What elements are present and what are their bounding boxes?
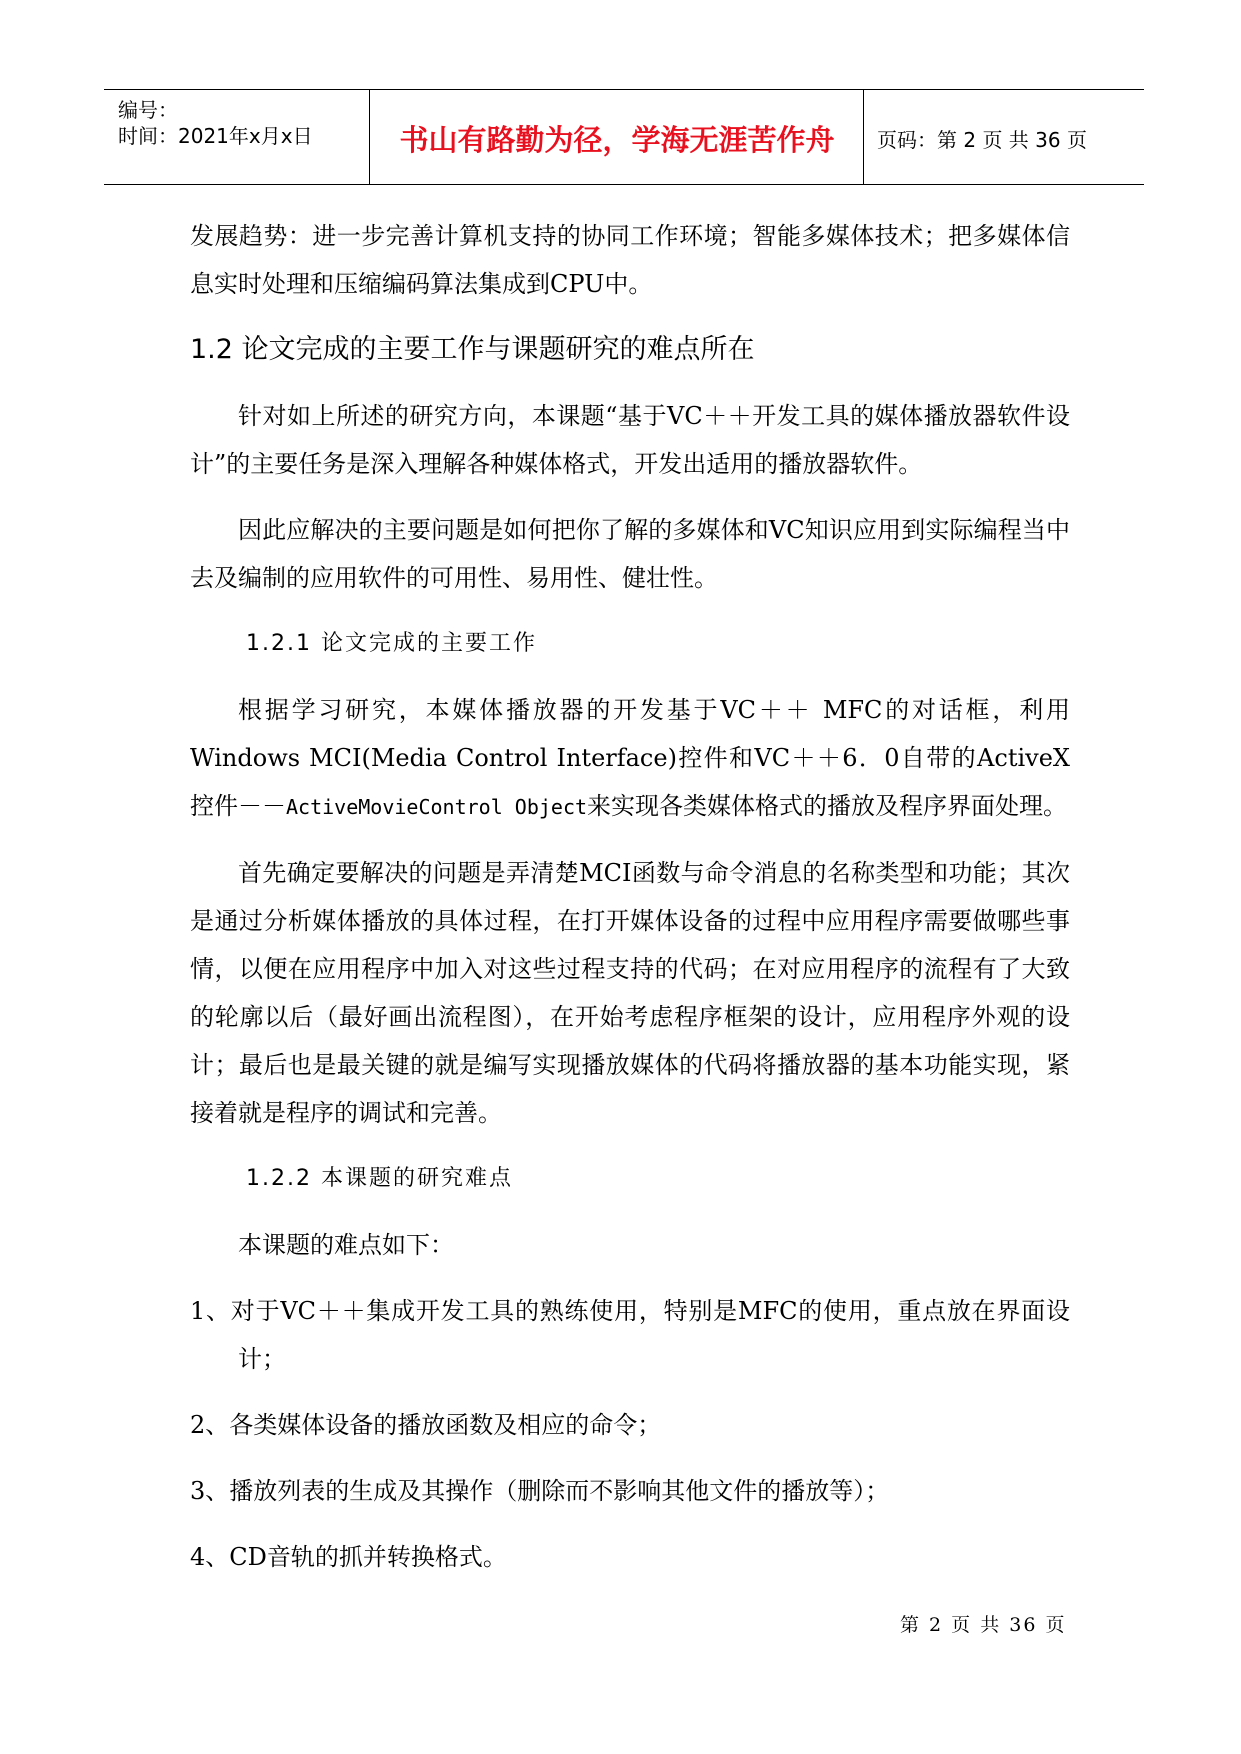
list-item: 1、对于VC＋＋集成开发工具的熟练使用，特别是MFC的使用，重点放在界面设计；	[190, 1297, 1070, 1373]
header-page-number: 页码：第 2 页 共 36 页	[877, 128, 1087, 152]
paragraph-problem: 因此应解决的主要问题是如何把你了解的多媒体和VC知识应用到实际编程当中去及编制的应用软件的可用性、易用性、健壮性。	[190, 516, 1070, 592]
section-heading-1-2-2: 1.2.2 本课题的研究难点	[246, 1166, 513, 1191]
paragraph-main-work	[190, 686, 1070, 831]
section-heading-1-2-1: 1.2.1 论文完成的主要工作	[246, 631, 537, 656]
paragraph-main-work-text-b: 来实现各类媒体格式的播放及程序界面处理。	[587, 792, 1068, 820]
header-motto-cell	[371, 90, 864, 184]
paragraph-trend: 发展趋势：进一步完善计算机支持的协同工作环境；智能多媒体技术；把多媒体信息实时处理和压缩编码算法集成到CPU中。	[190, 222, 1070, 298]
document-number: 编号：	[118, 98, 178, 122]
section-heading-1-2: 1.2 论文完成的主要工作与课题研究的难点所在	[190, 334, 755, 365]
activex-control-name: ActiveMovieControl Object	[286, 795, 588, 819]
header-meta-cell	[104, 90, 370, 184]
paragraph-main-work-text-a: 根据学习研究，本媒体播放器的开发基于VC＋＋ MFC的对话框，利用Windows MCI(Media Control Interface)控件和VC＋＋6．0自带的ActiveX控件－－	[190, 696, 1070, 820]
header-page-cell	[865, 90, 1144, 184]
paragraph-task: 针对如上所述的研究方向，本课题“基于VC＋＋开发工具的媒体播放器软件设计”的主要任务是深入理解各种媒体格式，开发出适用的播放器软件。	[190, 402, 1070, 478]
list-item: 2、各类媒体设备的播放函数及相应的命令；	[190, 1411, 662, 1439]
header-motto: 书山有路勤为径，学海无涯苦作舟	[399, 123, 835, 157]
document-body	[190, 212, 1070, 1581]
page-footer-number: 第 2 页 共 36 页	[900, 1614, 1067, 1636]
list-item: 3、播放列表的生成及其操作（删除而不影响其他文件的播放等）；	[190, 1477, 890, 1505]
page-header	[104, 89, 1144, 185]
paragraph-difficulties-intro: 本课题的难点如下：	[238, 1231, 454, 1259]
list-item: 4、CD音轨的抓并转换格式。	[190, 1543, 507, 1571]
document-time: 时间：2021年x月x日	[118, 124, 313, 148]
paragraph-approach: 首先确定要解决的问题是弄清楚MCI函数与命令消息的名称类型和功能；其次是通过分析媒体播放的具体过程，在打开媒体设备的过程中应用程序需要做哪些事情，以便在应用程序中加入对这些过程支持的代码；在对应用程序的流程有了大致的轮廓以后（最好画出流程图），在开始考虑程序框架的设计，应用程序外观的设计；最后也是最关键的就是编写实现播放媒体的代码将播放器的基本功能实现，紧接着就是程序的调试和完善。	[190, 859, 1070, 1127]
